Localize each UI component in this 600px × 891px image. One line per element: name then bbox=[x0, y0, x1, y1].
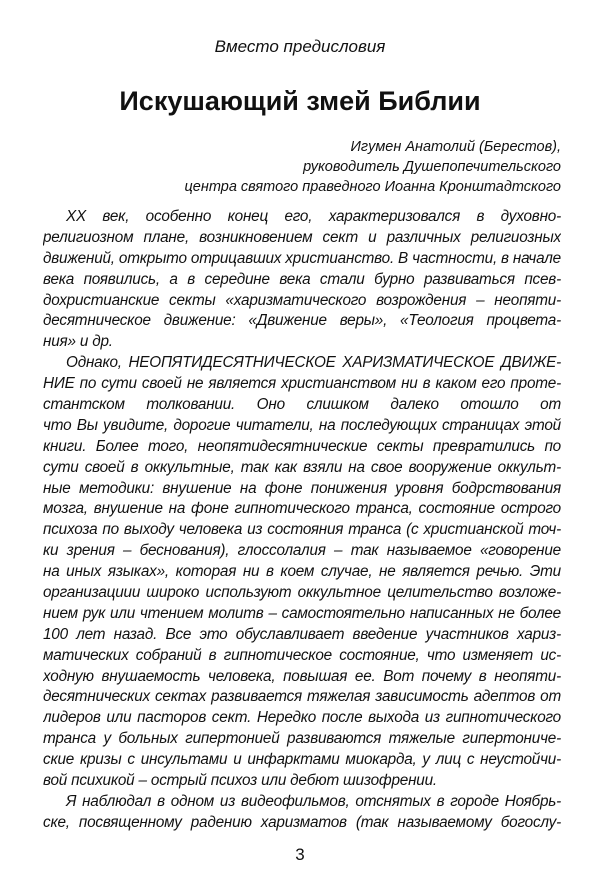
text-line: на иных языках», которая ни в коем случае, не является речью. Эти bbox=[43, 563, 561, 581]
text-line: организациии широко используют оккультное целительство возложе- bbox=[43, 584, 561, 602]
text-line: книги. Более того, неопятидесятнические секты превратились по bbox=[43, 437, 561, 455]
text-line: десятническое движение: «Движение веры», «Теология процвета- bbox=[43, 312, 561, 330]
author-line: руководитель Душепопечительского bbox=[303, 159, 561, 175]
text-line: дохристианские секты «харизматического возрождения – неопяти- bbox=[43, 291, 561, 309]
section-label: Вместо предисловия bbox=[214, 37, 386, 56]
text-line: ские кризы с инсультами и инфарктами миокарда, у лиц с неустойчи- bbox=[43, 751, 561, 769]
author-line: центра святого праведного Иоанна Кронштадтского bbox=[184, 179, 561, 195]
text-line: ки зрения – беснования), глоссолалия – так называемое «говорение bbox=[43, 542, 561, 560]
page-number: 3 bbox=[295, 845, 305, 864]
text-line: ния» и др. bbox=[43, 333, 113, 351]
text-line: психоза по выходу человека из состояния транса (с христианской точ- bbox=[43, 521, 561, 539]
text-line: матических собраний в гипнотическое состояние, что изменяет ис- bbox=[43, 646, 561, 664]
text-line: стантском толковании. Оно слишком далеко отошло от bbox=[43, 396, 561, 414]
text-line: 100 лет назад. Все это обуславливает введение участников хариз- bbox=[43, 625, 561, 643]
author-attribution bbox=[185, 137, 561, 197]
text-line: ске, посвященному радению харизматов (так называемому богослу- bbox=[43, 813, 561, 831]
text-line: Однако, НЕОПЯТИДЕСЯТНИЧЕСКОЕ ХАРИЗМАТИЧЕСКОЕ ДВИЖЕ- bbox=[66, 354, 561, 372]
text-line: мозга, внушение на фоне гипнотического транса, состояние острого bbox=[43, 500, 561, 518]
text-line: Я наблюдал в одном из видеофильмов, отснятых в городе Ноябрь- bbox=[66, 792, 561, 810]
text-line: что Вы увидите, дорогие читатели, на последующих страницах этой bbox=[43, 416, 561, 434]
text-line: ные методики: внушение на фоне понижения уровня бодрствования bbox=[43, 479, 561, 497]
text-line: НИЕ по сути своей не является христианством ни в каком его проте- bbox=[43, 375, 561, 393]
text-line: движений, открыто отрицавших христианство. В частности, в начале bbox=[43, 249, 561, 267]
text-line: транса у больных гипертонией развиваются тяжелые гипертониче- bbox=[43, 730, 561, 748]
text-line: вой психикой – острый психоз или дебют шизофрении. bbox=[43, 772, 437, 790]
text-line: лидеров или пасторов сект. Нередко после выхода из гипнотического bbox=[43, 709, 561, 727]
text-line: ходную внушаемость человека, повышая ее. Вот почему в неопяти- bbox=[43, 667, 561, 685]
text-line: века появились, а в середине века стали бурно развиваться псев- bbox=[43, 270, 561, 288]
text-line: XX век, особенно конец его, характеризовался в духовно- bbox=[66, 208, 561, 225]
text-line: десятнических сектах развивается тяжелая зависимость адептов от bbox=[43, 688, 561, 706]
body-text bbox=[43, 207, 561, 834]
text-line: сути своей в оккультные, так как взяли на свое вооружение оккульт- bbox=[43, 458, 561, 476]
author-line: Игумен Анатолий (Берестов), bbox=[350, 139, 561, 155]
page-title: Искушающий змей Библии bbox=[119, 86, 481, 116]
text-line: религиозном плане, возникновением сект и различных религиозных bbox=[43, 228, 561, 246]
text-line: нием рук или чтением молитв – самостоятельно написанных не более bbox=[43, 604, 561, 622]
